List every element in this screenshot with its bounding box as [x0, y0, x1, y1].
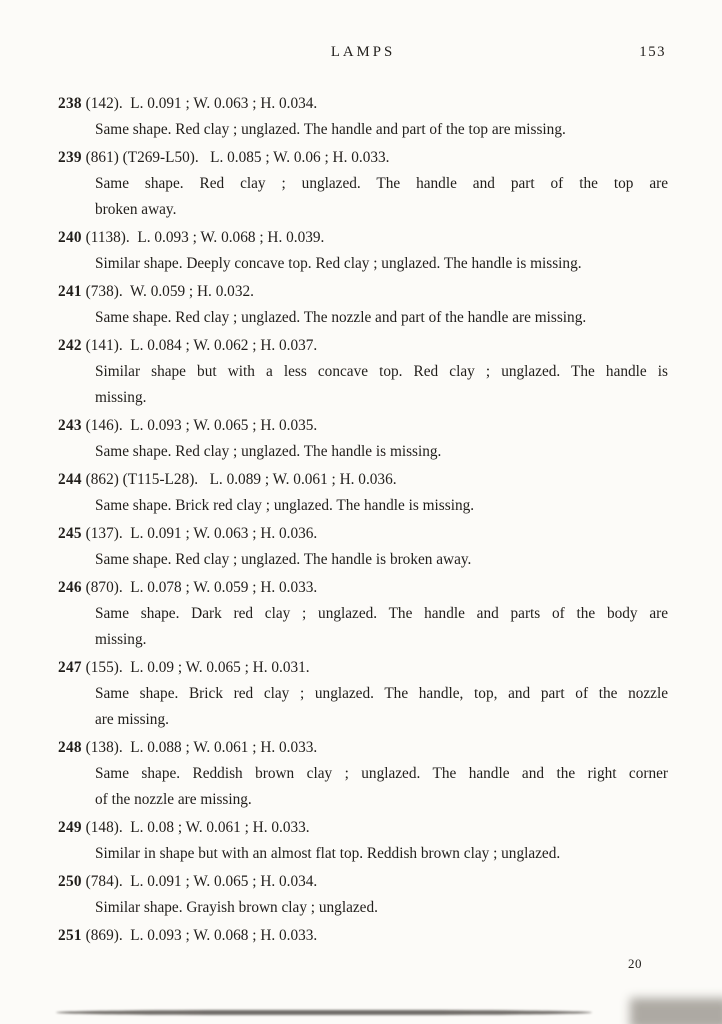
entry-description — [95, 841, 668, 867]
entry-measurements: (155). L. 0.09 ; W. 0.065 ; H. 0.031. — [81, 659, 310, 676]
description-line: Same shape. Red clay ; unglazed. The handle is missing. — [95, 443, 442, 460]
entry-heading — [58, 279, 668, 305]
running-title: LAMPS — [330, 44, 396, 60]
description-line: Same shape. Red clay ; unglazed. The handle and part of the top are — [95, 175, 668, 192]
entry-number: 238 — [58, 95, 82, 112]
entry-measurements: (1138). L. 0.093 ; W. 0.068 ; H. 0.039. — [81, 229, 325, 246]
catalog-entry — [58, 655, 668, 733]
page-header — [58, 44, 668, 64]
description-line: Same shape. Brick red clay ; unglazed. The handle is missing. — [95, 497, 475, 514]
catalog-entry — [58, 869, 668, 921]
entry-description — [95, 761, 668, 813]
entry-number: 241 — [58, 283, 82, 300]
entry-heading — [58, 869, 668, 895]
catalog-entry — [58, 279, 668, 331]
entry-measurements: (869). L. 0.093 ; W. 0.068 ; H. 0.033. — [81, 927, 318, 944]
entry-heading — [58, 655, 668, 681]
catalog-entry — [58, 923, 668, 949]
description-line: Same shape. Brick red clay ; unglazed. The handle, top, and part of the nozzle — [95, 685, 668, 702]
entry-number: 250 — [58, 873, 82, 890]
entry-number: 246 — [58, 579, 82, 596]
entry-measurements: (137). L. 0.091 ; W. 0.063 ; H. 0.036. — [81, 525, 318, 542]
entry-description — [95, 547, 668, 573]
entry-measurements: (148). L. 0.08 ; W. 0.061 ; H. 0.033. — [81, 819, 310, 836]
signature-number: 20 — [628, 956, 642, 971]
entry-measurements: (870). L. 0.078 ; W. 0.059 ; H. 0.033. — [81, 579, 318, 596]
entry-description — [95, 895, 668, 921]
description-line: Similar in shape but with an almost flat top. Reddish brown clay ; unglazed. — [95, 845, 561, 862]
entry-measurements: (141). L. 0.084 ; W. 0.062 ; H. 0.037. — [81, 337, 318, 354]
entry-description — [95, 601, 668, 653]
description-line: Similar shape. Deeply concave top. Red clay ; unglazed. The handle is missing. — [95, 255, 582, 272]
description-line: Similar shape. Grayish brown clay ; unglazed. — [95, 899, 378, 916]
entry-heading — [58, 735, 668, 761]
entry-measurements: (862) (T115-L28). L. 0.089 ; W. 0.061 ; H. 0.036. — [81, 471, 397, 488]
scan-artifact-bottom-edge — [56, 1010, 592, 1015]
entry-heading — [58, 145, 668, 171]
entry-number: 251 — [58, 927, 82, 944]
entry-heading — [58, 923, 668, 949]
entry-description — [95, 171, 668, 223]
catalog-entry — [58, 575, 668, 653]
entry-number: 242 — [58, 337, 82, 354]
entry-measurements: (738). W. 0.059 ; H. 0.032. — [81, 283, 254, 300]
description-line: Same shape. Red clay ; unglazed. The nozzle and part of the handle are missing. — [95, 309, 587, 326]
description-line: broken away. — [95, 201, 177, 218]
entry-measurements: (142). L. 0.091 ; W. 0.063 ; H. 0.034. — [81, 95, 318, 112]
entry-description — [95, 305, 668, 331]
description-line: of the nozzle are missing. — [95, 791, 252, 808]
entry-heading — [58, 521, 668, 547]
entry-number: 239 — [58, 149, 82, 166]
catalog-entry — [58, 145, 668, 223]
entry-number: 243 — [58, 417, 82, 434]
entry-measurements: (138). L. 0.088 ; W. 0.061 ; H. 0.033. — [81, 739, 318, 756]
catalog-entry — [58, 91, 668, 143]
entry-number: 245 — [58, 525, 82, 542]
catalog-entry — [58, 521, 668, 573]
entry-description — [95, 681, 668, 733]
description-line: Same shape. Dark red clay ; unglazed. The handle and parts of the body are — [95, 605, 668, 622]
scan-artifact-corner — [630, 998, 722, 1024]
catalog-entries — [58, 91, 668, 949]
catalog-entry — [58, 413, 668, 465]
entry-description — [95, 117, 668, 143]
entry-heading — [58, 575, 668, 601]
entry-heading — [58, 91, 668, 117]
catalog-entry — [58, 815, 668, 867]
catalog-entry — [58, 735, 668, 813]
catalog-entry — [58, 333, 668, 411]
entry-measurements: (146). L. 0.093 ; W. 0.065 ; H. 0.035. — [81, 417, 318, 434]
description-line: are missing. — [95, 711, 169, 728]
page-number: 153 — [639, 44, 666, 60]
description-line: missing. — [95, 389, 147, 406]
entry-number: 247 — [58, 659, 82, 676]
description-line: Similar shape but with a less concave top. Red clay ; unglazed. The handle is — [95, 363, 668, 380]
entry-heading — [58, 815, 668, 841]
description-line: missing. — [95, 631, 147, 648]
entry-measurements: (861) (T269-L50). L. 0.085 ; W. 0.06 ; H. 0.033. — [81, 149, 390, 166]
entry-number: 244 — [58, 471, 82, 488]
entry-description — [95, 439, 668, 465]
entry-number: 240 — [58, 229, 82, 246]
entry-description — [95, 493, 668, 519]
entry-heading — [58, 333, 668, 359]
catalog-entry — [58, 467, 668, 519]
entry-description — [95, 359, 668, 411]
catalog-entry — [58, 225, 668, 277]
entry-heading — [58, 467, 668, 493]
entry-heading — [58, 413, 668, 439]
entry-number: 249 — [58, 819, 82, 836]
description-line: Same shape. Reddish brown clay ; unglazed. The handle and the right corner — [95, 765, 668, 782]
description-line: Same shape. Red clay ; unglazed. The handle is broken away. — [95, 551, 472, 568]
description-line: Same shape. Red clay ; unglazed. The handle and part of the top are missing. — [95, 121, 566, 138]
entry-number: 248 — [58, 739, 82, 756]
entry-description — [95, 251, 668, 277]
entry-measurements: (784). L. 0.091 ; W. 0.065 ; H. 0.034. — [81, 873, 318, 890]
entry-heading — [58, 225, 668, 251]
